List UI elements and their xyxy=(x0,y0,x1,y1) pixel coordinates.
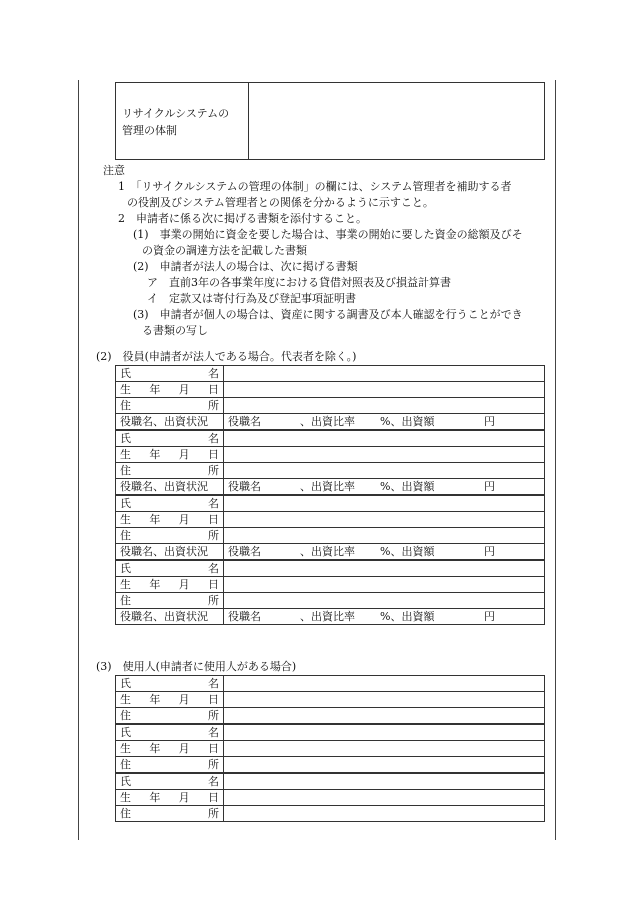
address-row xyxy=(116,398,545,414)
birthdate-row xyxy=(116,692,545,708)
name-row xyxy=(116,560,545,577)
name-row xyxy=(116,724,545,741)
address-row xyxy=(116,528,545,544)
name-value-cell[interactable] xyxy=(224,773,545,790)
name-label-cell: 氏 名 xyxy=(116,560,224,577)
name-value-cell[interactable] xyxy=(224,366,545,382)
note-1-line-2: の役割及びシステム管理者との関係を分かるように示すこと。 xyxy=(127,196,434,209)
address-label-cell: 住 所 xyxy=(116,398,224,414)
management-box-label: リサイクルシステムの 管理の体制 xyxy=(122,107,230,137)
note-2-sub-2-i: イ 定款又は寄付行為及び登記事項証明書 xyxy=(147,292,356,305)
officers-table xyxy=(115,365,545,625)
name-label-cell: 氏 名 xyxy=(116,366,224,382)
note-2-sub-1-line-1: (1) 事業の開始に資金を要した場合は、事業の開始に要した資金の総額及びそ xyxy=(133,228,523,241)
address-value-cell[interactable] xyxy=(224,806,545,822)
name-label-cell: 氏 名 xyxy=(116,773,224,790)
address-label-cell: 住 所 xyxy=(116,463,224,479)
employees-heading: (3) 使用人(申請者に使用人がある場合) xyxy=(96,660,297,673)
address-row xyxy=(116,708,545,725)
address-label-cell: 住 所 xyxy=(116,806,224,822)
address-value-cell[interactable] xyxy=(224,757,545,774)
birthdate-label-cell: 生 年 月 日 xyxy=(116,692,224,708)
birthdate-row xyxy=(116,382,545,398)
birthdate-label-cell: 生 年 月 日 xyxy=(116,790,224,806)
note-2-sub-2: (2) 申請者が法人の場合は、次に掲げる書類 xyxy=(133,260,358,273)
birthdate-row xyxy=(116,447,545,463)
name-row xyxy=(116,773,545,790)
birthdate-label-cell: 生 年 月 日 xyxy=(116,512,224,528)
position-investment-label-cell: 役職名、出資状況 xyxy=(116,414,224,431)
birthdate-row xyxy=(116,790,545,806)
note-2-sub-3-line-2: る書類の写し xyxy=(142,324,208,337)
name-row xyxy=(116,676,545,692)
birthdate-label-cell: 生 年 月 日 xyxy=(116,741,224,757)
address-value-cell[interactable] xyxy=(224,398,545,414)
position-investment-label-cell: 役職名、出資状況 xyxy=(116,544,224,561)
address-label-cell: 住 所 xyxy=(116,528,224,544)
note-2-sub-3-line-1: (3) 申請者が個人の場合は、資産に関する調書及び本人確認を行うことができ xyxy=(133,308,523,321)
birthdate-row xyxy=(116,577,545,593)
note-2-sub-1-line-2: の資金の調達方法を記載した書類 xyxy=(142,244,307,257)
position-investment-value-cell[interactable]: 役職名 、出資比率 %、出資額 円 xyxy=(224,544,545,561)
name-label-cell: 氏 名 xyxy=(116,676,224,692)
name-value-cell[interactable] xyxy=(224,724,545,741)
address-row xyxy=(116,757,545,774)
position-investment-label-cell: 役職名、出資状況 xyxy=(116,479,224,496)
birthdate-value-cell[interactable] xyxy=(224,741,545,757)
name-row xyxy=(116,495,545,512)
address-row xyxy=(116,806,545,822)
name-value-cell[interactable] xyxy=(224,560,545,577)
note-2-sub-2-a: ア 直前3年の各事業年度における貸借対照表及び損益計算書 xyxy=(147,276,451,289)
officers-heading: (2) 役員(申請者が法人である場合。代表者を除く。) xyxy=(96,350,357,363)
name-label-cell: 氏 名 xyxy=(116,724,224,741)
address-value-cell[interactable] xyxy=(224,593,545,609)
name-label-cell: 氏 名 xyxy=(116,495,224,512)
position-investment-value-cell[interactable]: 役職名 、出資比率 %、出資額 円 xyxy=(224,479,545,496)
birthdate-value-cell[interactable] xyxy=(224,790,545,806)
address-label-cell: 住 所 xyxy=(116,593,224,609)
name-value-cell[interactable] xyxy=(224,430,545,447)
left-margin-line xyxy=(78,80,79,840)
address-value-cell[interactable] xyxy=(224,528,545,544)
note-2: 2 申請者に係る次に掲げる書類を添付すること。 xyxy=(118,212,367,225)
birthdate-value-cell[interactable] xyxy=(224,382,545,398)
position-investment-value-cell[interactable]: 役職名 、出資比率 %、出資額 円 xyxy=(224,414,545,431)
position-investment-row xyxy=(116,609,545,625)
address-row xyxy=(116,593,545,609)
position-investment-value-cell[interactable]: 役職名 、出資比率 %、出資額 円 xyxy=(224,609,545,625)
position-investment-row xyxy=(116,479,545,496)
management-system-box xyxy=(115,82,545,160)
address-label-cell: 住 所 xyxy=(116,757,224,774)
birthdate-row xyxy=(116,512,545,528)
management-box-divider xyxy=(248,83,249,159)
birthdate-label-cell: 生 年 月 日 xyxy=(116,382,224,398)
notes-heading: 注意 xyxy=(103,164,125,177)
name-value-cell[interactable] xyxy=(224,495,545,512)
birthdate-label-cell: 生 年 月 日 xyxy=(116,577,224,593)
address-row xyxy=(116,463,545,479)
name-row xyxy=(116,430,545,447)
birthdate-row xyxy=(116,741,545,757)
name-value-cell[interactable] xyxy=(224,676,545,692)
birthdate-value-cell[interactable] xyxy=(224,577,545,593)
position-investment-row xyxy=(116,544,545,561)
address-value-cell[interactable] xyxy=(224,708,545,725)
employees-table xyxy=(115,675,545,822)
name-row xyxy=(116,366,545,382)
address-value-cell[interactable] xyxy=(224,463,545,479)
position-investment-row xyxy=(116,414,545,431)
address-label-cell: 住 所 xyxy=(116,708,224,725)
birthdate-value-cell[interactable] xyxy=(224,692,545,708)
note-1-line-1: 1 「リサイクルシステムの管理の体制」の欄には、システム管理者を補助する者 xyxy=(118,180,512,193)
right-margin-line xyxy=(555,80,556,840)
birthdate-label-cell: 生 年 月 日 xyxy=(116,447,224,463)
name-label-cell: 氏 名 xyxy=(116,430,224,447)
birthdate-value-cell[interactable] xyxy=(224,512,545,528)
position-investment-label-cell: 役職名、出資状況 xyxy=(116,609,224,625)
birthdate-value-cell[interactable] xyxy=(224,447,545,463)
